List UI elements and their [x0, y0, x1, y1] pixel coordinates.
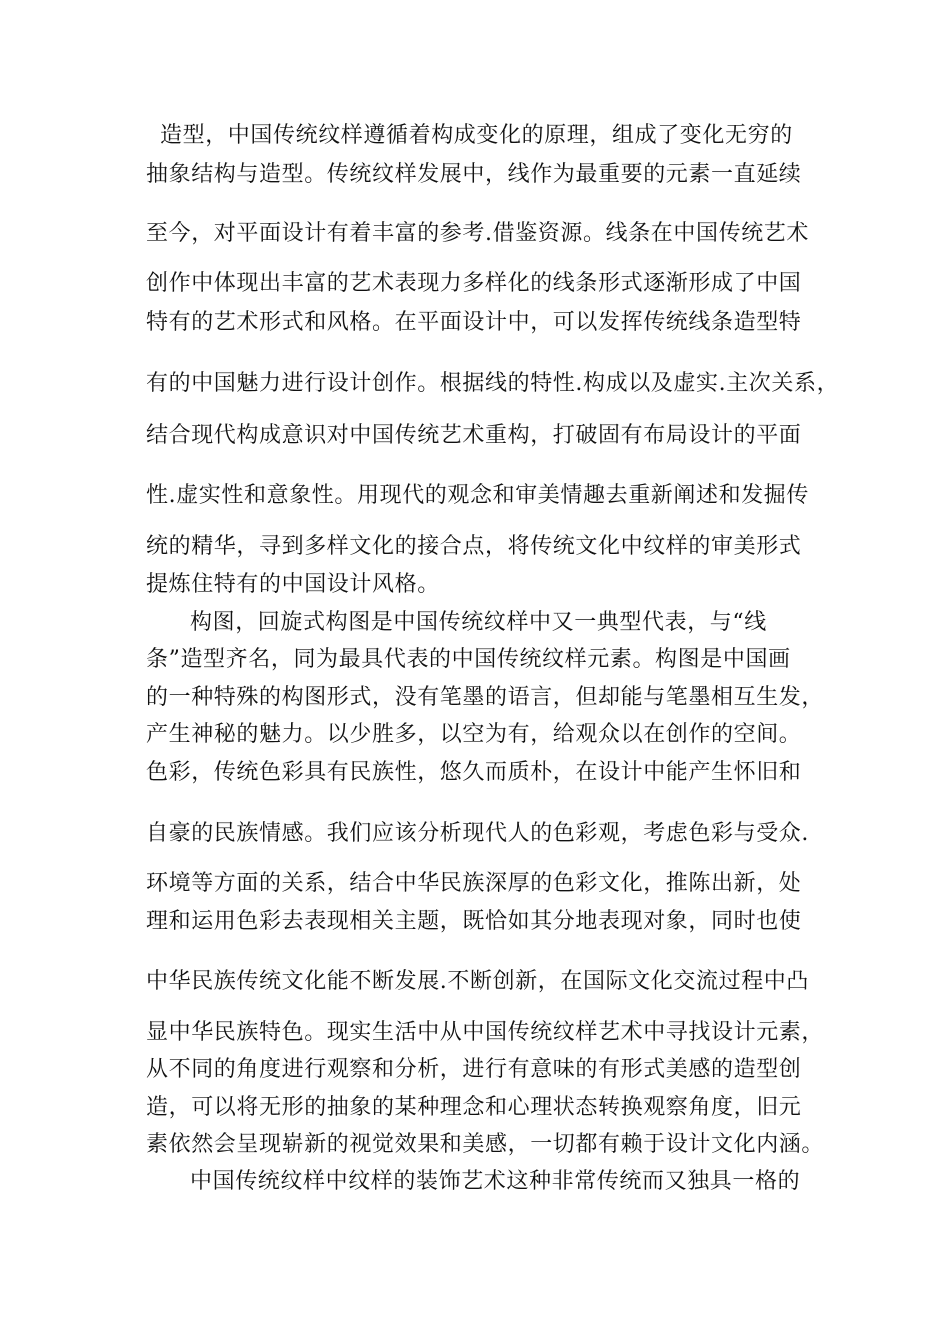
text-line: 提炼住特有的中国设计风格。	[146, 572, 440, 597]
text-line: 性.虚实性和意象性。用现代的观念和审美情趣去重新阐述和发掘传	[146, 483, 809, 508]
text-line: 的一种特殊的构图形式，没有笔墨的语言，但却能与笔墨相互生发，	[146, 685, 825, 710]
text-line: 至今，对平面设计有着丰富的参考.借鉴资源。线条在中国传统艺术	[146, 221, 809, 246]
text-line: 抽象结构与造型。传统纹样发展中，线作为最重要的元素一直延续	[146, 162, 802, 187]
text-line: 有的中国魅力进行设计创作。根据线的特性.构成以及虚实.主次关系，	[146, 371, 840, 396]
paragraph-start-line: 构图，回旋式构图是中国传统纹样中又一典型代表，与“线	[190, 610, 767, 635]
text-line: 环境等方面的关系，结合中华民族深厚的色彩文化，推陈出新，处	[146, 871, 802, 896]
text-line: 产生神秘的魅力。以少胜多，以空为有，给观众以在创作的空间。	[146, 722, 802, 747]
text-line: 条”造型齐名，同为最具代表的中国传统纹样元素。构图是中国画	[146, 647, 791, 672]
text-line: 从不同的角度进行观察和分析，进行有意味的有形式美感的造型创	[146, 1057, 802, 1082]
text-line: 中华民族传统文化能不断发展.不断创新，在国际文化交流过程中凸	[146, 969, 809, 994]
text-line: 自豪的民族情感。我们应该分析现代人的色彩观，考虑色彩与受众.	[146, 821, 809, 846]
text-line: 显中华民族特色。现实生活中从中国传统纹样艺术中寻找设计元素，	[146, 1020, 825, 1045]
text-line: 理和运用色彩去表现相关主题，既恰如其分地表现对象，同时也使	[146, 909, 802, 934]
text-line: 特有的艺术形式和风格。在平面设计中，可以发挥传统线条造型特	[146, 310, 802, 335]
paragraph-start-line: 中国传统纹样中纹样的装饰艺术这种非常传统而又独具一格的	[190, 1169, 801, 1194]
text-line: 造型，中国传统纹样遵循着构成变化的原理，组成了变化无穷的	[160, 123, 793, 148]
text-line: 素依然会呈现崭新的视觉效果和美感，一切都有赖于设计文化内涵。	[146, 1132, 825, 1157]
text-line: 色彩，传统色彩具有民族性，悠久而质朴，在设计中能产生怀旧和	[146, 760, 802, 785]
text-line: 结合现代构成意识对中国传统艺术重构，打破固有布局设计的平面	[146, 423, 802, 448]
text-line: 造，可以将无形的抽象的某种理念和心理状态转换观察角度，旧元	[146, 1095, 802, 1120]
text-line: 创作中体现出丰富的艺术表现力多样化的线条形式逐渐形成了中国	[146, 271, 802, 296]
text-line: 统的精华，寻到多样文化的接合点，将传统文化中纹样的审美形式	[146, 534, 802, 559]
